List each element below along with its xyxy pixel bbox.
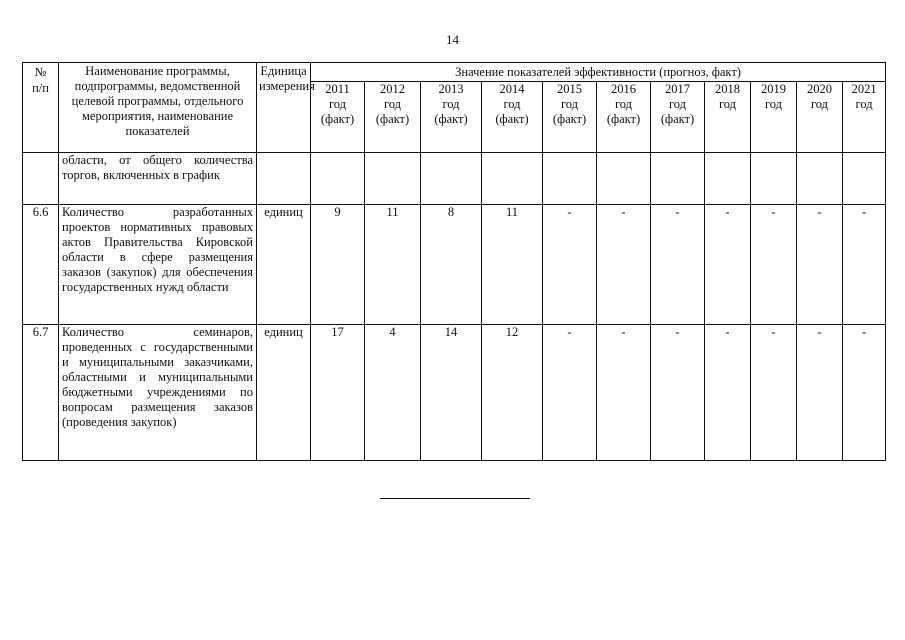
header-year-2019	[751, 82, 797, 153]
value-cell-2020: -	[797, 325, 843, 461]
header-year-number: 2012	[380, 82, 405, 96]
header-year-suffix: год	[383, 97, 402, 111]
header-year-number: 2019	[761, 82, 786, 96]
header-unit: Единица измерения	[257, 63, 311, 153]
header-year-suffix: год	[764, 97, 783, 111]
header-year-suffix: год	[614, 97, 633, 111]
value-cell-2015: -	[543, 325, 597, 461]
value-cell-2017	[651, 153, 705, 205]
header-year-2016	[597, 82, 651, 153]
header-year-number: 2015	[557, 82, 582, 96]
value-cell-2021: -	[843, 205, 886, 325]
row-number	[23, 153, 59, 205]
indicator-unit: единиц	[257, 205, 311, 325]
header-year-note: (факт)	[495, 112, 529, 126]
value-cell-2016	[597, 153, 651, 205]
header-year-suffix: год	[718, 97, 737, 111]
header-year-number: 2011	[325, 82, 350, 96]
header-year-suffix: год	[328, 97, 347, 111]
header-num: № п/п	[23, 63, 59, 153]
header-year-suffix: год	[560, 97, 579, 111]
value-cell-2017: -	[651, 325, 705, 461]
value-cell-2013: 8	[421, 205, 482, 325]
value-cell-2020: -	[797, 205, 843, 325]
value-cell-2016: -	[597, 325, 651, 461]
header-year-2014	[482, 82, 543, 153]
value-cell-2019: -	[751, 325, 797, 461]
value-cell-2012	[365, 153, 421, 205]
header-year-2021	[843, 82, 886, 153]
header-year-suffix: год	[668, 97, 687, 111]
header-year-number: 2017	[665, 82, 690, 96]
value-cell-2012: 4	[365, 325, 421, 461]
table-row	[23, 325, 886, 461]
footer-rule	[380, 498, 530, 499]
value-cell-2013	[421, 153, 482, 205]
value-cell-2011: 9	[311, 205, 365, 325]
value-cell-2019: -	[751, 205, 797, 325]
table-row	[23, 153, 886, 205]
value-cell-2015: -	[543, 205, 597, 325]
value-cell-2012: 11	[365, 205, 421, 325]
value-cell-2021	[843, 153, 886, 205]
header-year-number: 2013	[438, 82, 464, 96]
header-year-2013	[421, 82, 482, 153]
header-year-suffix: год	[855, 97, 873, 111]
header-year-2020	[797, 82, 843, 153]
value-cell-2013: 14	[421, 325, 482, 461]
value-cell-2011: 17	[311, 325, 365, 461]
header-year-number: 2016	[611, 82, 636, 96]
row-number: 6.6	[23, 205, 59, 325]
indicators-table	[22, 62, 886, 461]
header-year-suffix: год	[503, 97, 521, 111]
header-name: Наименование программы, подпрограммы, ведомственной целевой программы, отдельного мероприятия, наименование показателей	[59, 63, 257, 153]
header-year-2012	[365, 82, 421, 153]
indicator-unit	[257, 153, 311, 205]
page-number: 14	[446, 32, 459, 47]
row-number: 6.7	[23, 325, 59, 461]
value-cell-2016: -	[597, 205, 651, 325]
value-cell-2014	[482, 153, 543, 205]
header-year-note: (факт)	[606, 112, 641, 126]
value-cell-2018: -	[705, 205, 751, 325]
header-year-suffix: год	[810, 97, 829, 111]
value-cell-2017: -	[651, 205, 705, 325]
header-year-suffix: год	[442, 97, 460, 111]
value-cell-2018: -	[705, 325, 751, 461]
value-cell-2021: -	[843, 325, 886, 461]
indicator-name: области, от общего количества торгов, включенных в график	[59, 153, 257, 205]
table-row	[23, 205, 886, 325]
value-cell-2014: 12	[482, 325, 543, 461]
header-year-note: (факт)	[320, 112, 355, 126]
header-values-group: Значение показателей эффективности (прогноз, факт)	[311, 63, 886, 82]
indicator-name: Количество разработанных проектов нормативных правовых актов Правительства Кировской области в сфере размещения заказов (закупок) для обеспечения государственных нужд области	[59, 205, 257, 325]
header-year-2018	[705, 82, 751, 153]
header-year-note: (факт)	[552, 112, 587, 126]
header-year-number: 2021	[851, 82, 877, 96]
header-year-number: 2014	[499, 82, 525, 96]
value-cell-2011	[311, 153, 365, 205]
header-row-top	[23, 63, 886, 82]
header-year-number: 2018	[715, 82, 740, 96]
header-year-2015	[543, 82, 597, 153]
value-cell-2014: 11	[482, 205, 543, 325]
header-year-number: 2020	[807, 82, 832, 96]
header-year-note: (факт)	[375, 112, 410, 126]
indicator-unit: единиц	[257, 325, 311, 461]
header-year-note: (факт)	[434, 112, 468, 126]
indicator-name: Количество семинаров, проведенных с государственными и муниципальными заказчиками, областными и муниципальными бюджетными учреждениями по вопросам размещения заказов (проведения закупок)	[59, 325, 257, 461]
value-cell-2018	[705, 153, 751, 205]
value-cell-2015	[543, 153, 597, 205]
header-year-note: (факт)	[660, 112, 695, 126]
header-year-2017	[651, 82, 705, 153]
header-year-2011	[311, 82, 365, 153]
value-cell-2019	[751, 153, 797, 205]
value-cell-2020	[797, 153, 843, 205]
